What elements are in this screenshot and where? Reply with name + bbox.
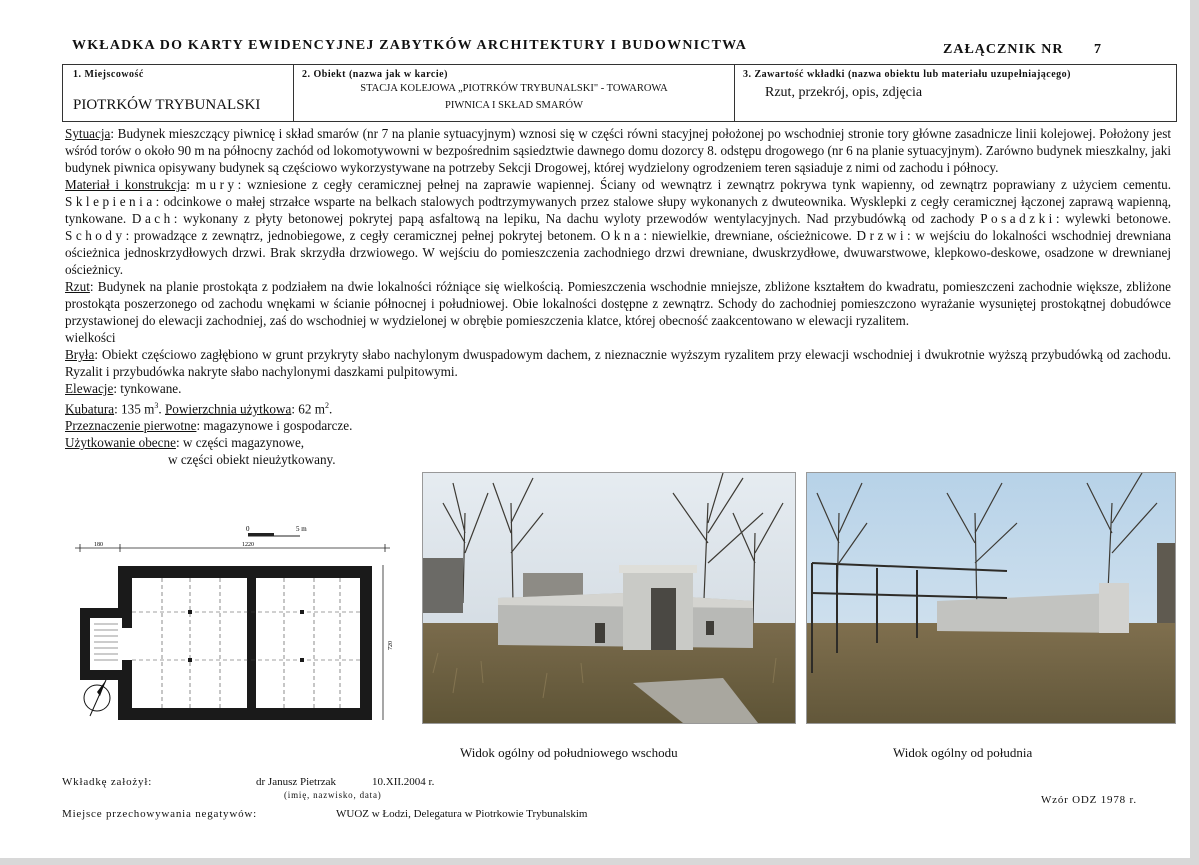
dim-720: 720 (388, 641, 394, 650)
entry-date: 10.XII.2004 r. (372, 776, 435, 788)
mass-text: : Obiekt częściowo zagłębiono w grunt przykryty słabo nachylonym dwuspadowym dachem, z nieznacznie wyższym ryzalitem przy elewacji wschodniej i dwukrotnie wyższą przybudówką od zachodu. Ryzalit i przybudówka nakryte słabo nachylonymi daszkami pulpitowymi. (65, 347, 1171, 379)
window (595, 623, 605, 643)
term-dach: Dach (131, 211, 174, 226)
photo-south-view (806, 472, 1176, 724)
scale-zero: 0 (246, 525, 250, 533)
negatives-value: WUOZ w Łodzi, Delegatura w Piotrkowie Trybunalskim (336, 808, 588, 820)
current-use-text-2: w części obiekt nieużytkowany. (168, 452, 336, 468)
box-object-line1: STACJA KOLEJOWA „PIOTRKÓW TRYBUNALSKI" - TOWAROWA (360, 83, 668, 94)
para-current-use-2 (65, 451, 1171, 468)
caption-photo1: Widok ogólny od południowego wschodu (460, 745, 678, 760)
situation-text: : Budynek mieszczący piwnicę i skład smarów (nr 7 na planie sytuacyjnym) wznosi się w części równi stacyjnej położonej po wschodniej stronie tory główne zasadnicze linii kolejowej. Położony jest wśród torów o około 90 m na północny zachód od lokomotywowni w bezpośrednim sąsiedztwie dawnego domu dozorcy 8. odstępu drogowego (nr 6 na planie sytuacyjnym). Zarówno budynek mieszkalny, jaki budynek piwnica opisywany budynek są częściowo wykorzystywane na potrzeby Sekcji Drogowej, której wydzielony ogrodzeniem teren sąsiaduje z nimi od zachodu i północy. (65, 126, 1171, 175)
area-text: : 62 m (291, 401, 326, 417)
original-use-text: : magazynowe i gospodarcze. (196, 418, 353, 434)
para-sizes: wielkości (65, 330, 116, 345)
mass-label: Bryła (65, 347, 95, 362)
volume-text: : 135 m (114, 401, 155, 417)
material-text-7: : niewielkie, drewniane, ościeżnicowe. (643, 228, 857, 243)
background-building (423, 558, 463, 613)
description (65, 125, 1171, 468)
situation-label: Sytuacja (65, 126, 111, 141)
author-name: dr Janusz Pietrzak (256, 776, 337, 788)
box-object (294, 65, 735, 121)
para-situation (65, 125, 1171, 176)
current-use-text: : w części magazynowe, (175, 435, 305, 451)
box-locality-value: PIOTRKÓW TRYBUNALSKI (73, 97, 261, 113)
floor-plan (70, 520, 400, 730)
term-mury: mury (195, 177, 238, 192)
para-mass (65, 346, 1171, 380)
document-title: WKŁADKA DO KARTY EWIDENCYJNEJ ZABYTKÓW ARCHITEKTURY I BUDOWNICTWA (72, 38, 748, 53)
pattern-label: Wzór ODZ 1978 r. (1041, 794, 1137, 806)
negatives-label: Miejsce przechowywania negatywów: (62, 808, 258, 820)
header-boxes (62, 64, 1177, 122)
scale-bar-fill (248, 533, 274, 536)
material-text-1: : (186, 177, 196, 192)
box-locality-label: 1. Miejscowość (73, 69, 144, 80)
volume-label: Kubatura (65, 401, 115, 417)
term-drzwi: Drzwi (856, 228, 908, 243)
material-label: Materiał i konstrukcja (65, 177, 187, 192)
door (651, 588, 676, 650)
box-object-line2: PIWNICA I SKŁAD SMARÓW (445, 100, 583, 111)
north-arrow-icon (84, 680, 110, 716)
term-okna: Okna (600, 228, 644, 243)
box-contents-label: 3. Zawartość wkładki (nazwa obiektu lub materiału uzupełniającego) (743, 69, 1072, 80)
scan-edge (1190, 0, 1199, 865)
material-text-6: : prowadzące z zewnątrz, jednobiegowe, z cegły ceramicznej pełnej pokrytej betonem. (125, 228, 601, 243)
caption-photo2: Widok ogólny od południa (893, 745, 1033, 760)
elevations-text: : tynkowane. (113, 381, 182, 396)
box-object-label: 2. Obiekt (nazwa jak w karcie) (302, 69, 448, 80)
material-text-8: : w wejściu do lokalności wschodniej drewniana ościeżnica jednoskrzydłowych drzwi. Brak skrzydła drzwiowego. W wejściu do pomieszczenia zachodniego drzwi drewniane, dwuskrzydłowe, dwuwarstwowe, klepkowo-deskowe, osadzone w drewnianej ościeżnicy. (65, 228, 1171, 277)
current-use-label: Użytkowanie obecne (65, 435, 176, 451)
plan-text: : Budynek na planie prostokąta z podziałem na dwie lokalności różniące się wielkością. Pomieszczenia wschodnie mniejsze, zbliżone kształtem do kwadratu, pomieszczeni zachodnie większe, zbliżone prostokąta poszerzonego od zachodu wnękami w ścianie północnej i południowej. Obie lokalności dostępne z zewnątrz. Schody do zachodniej pomieszczono wyrażanie wysuniętej prostokątnej dobudówce przystawionej do elewacji zachodniej, zaś do wschodniej w wydzielonej w obrębie pomieszczenia klatce, której obecność zaakcentowano w elewacji ryzalitem. (65, 279, 1171, 328)
dim-1220: 1220 (242, 542, 254, 548)
elevations-label: Elewacje (65, 381, 114, 396)
room-east (256, 578, 360, 708)
room-west (132, 578, 247, 708)
annex-west (90, 618, 122, 670)
para-current-use (65, 434, 1171, 451)
term-schody: Schody (65, 228, 126, 243)
volume-sup: 3 (154, 401, 159, 410)
para-volume: Kubatura: 135 $m^3$. Powierzchnia użytkowa: 62 $m^2$. (65, 401, 333, 417)
plan-label: Rzut (65, 279, 90, 294)
material-text-4: : wykonany z płyty betonowej pokrytej papą asfaltową na lepiku, Na dachu wyloty przewodów wentylacyjnych. Nad przybudówką od zachody (173, 211, 981, 226)
original-use-label: Przeznaczenie pierwotne (65, 418, 197, 434)
box-contents-value: Rzut, przekrój, opis, zdjęcia (765, 85, 923, 100)
side-building (1157, 543, 1175, 623)
attachment-label: ZAŁĄCZNIK NR (943, 42, 1064, 57)
scan-bottom (0, 858, 1199, 865)
dim-180: 180 (94, 542, 103, 548)
material-text-2: : wzniesione z cegły ceramicznej pełnej na zaprawie wapiennej. Ściany od wewnątrz i zewnątrz pokrywa tynk wapienny, od zewnątrz poprawiany z użyciem cementu. (237, 177, 1172, 192)
area-sup: 2 (325, 401, 330, 410)
para-material (65, 176, 1171, 278)
term-sklepienia: Sklepienia (65, 194, 156, 209)
author-hint: (imię, nazwisko, data) (284, 790, 382, 800)
para-original-use (65, 417, 1171, 434)
material-text-3: : odcinkowe o małej strzałce wsparte na belkach stalowych podtrzymywanych przez stalowe słupy wykonanych z dwuteownika. Wysklepki z cegły ceramicznej łączonej zaprawą wapienną, tynkowane. (65, 194, 1171, 226)
box-locality (63, 65, 294, 121)
photo-south-east-view (422, 472, 796, 724)
attachment-number: 7 (1094, 42, 1101, 57)
area-label: Powierzchnia użytkowa (164, 401, 292, 417)
box-contents (735, 65, 1176, 121)
material-text-5: : wylewki betonowe. (1055, 211, 1171, 226)
para-elevations (65, 380, 1171, 397)
author-label: Wkładkę założył: (62, 776, 153, 788)
para-plan (65, 278, 1171, 329)
scale-five: 5 m (296, 525, 307, 533)
term-posadzki: Posadzki (980, 211, 1056, 226)
